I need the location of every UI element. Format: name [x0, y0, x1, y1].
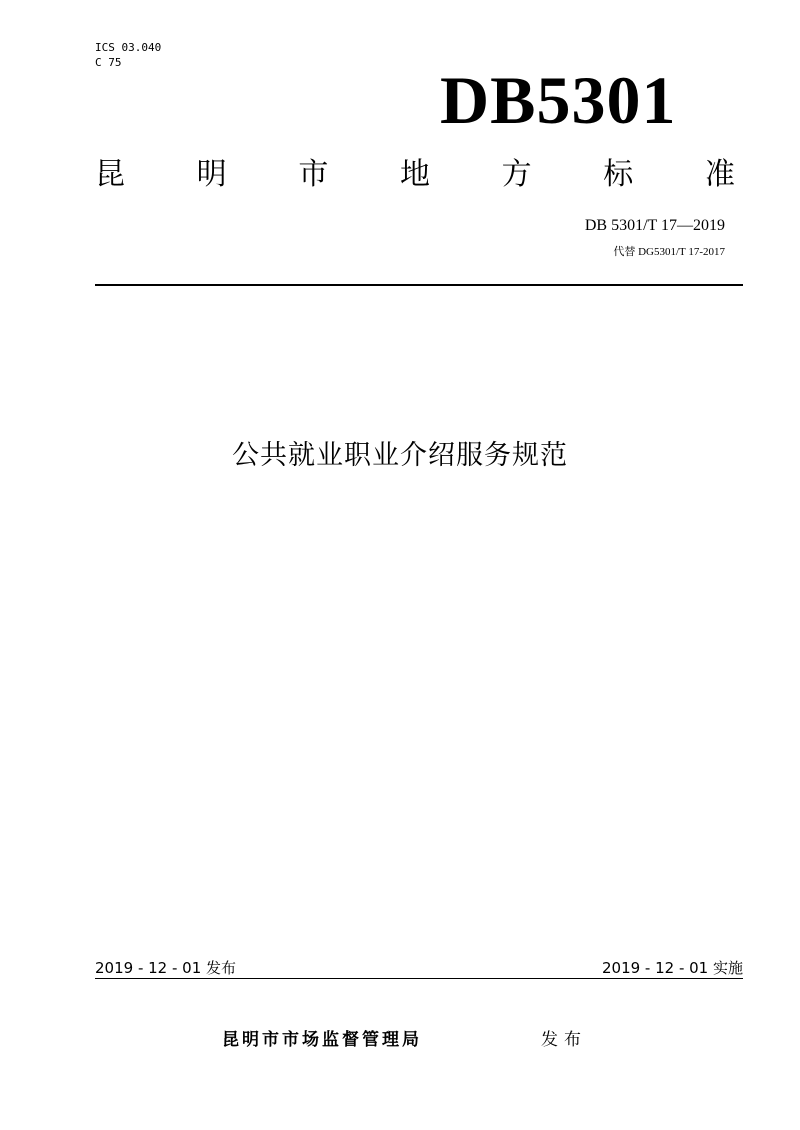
standard-type-char: 方 — [501, 157, 532, 192]
header-divider — [95, 284, 743, 286]
standard-type-char: 标 — [603, 157, 634, 192]
release-date: 2019 - 12 - 01 发布 — [95, 959, 237, 977]
replaces-standard: 代替 DG5301/T 17-2017 — [613, 246, 725, 258]
standard-logo: DB5301 — [440, 62, 677, 138]
ics-code: ICS 03.040 — [95, 41, 162, 54]
standard-type-char: 地 — [399, 157, 430, 192]
issuer-action: 发布 — [541, 1030, 587, 1050]
standard-type-char: 昆 — [95, 157, 125, 192]
ccs-code: C 75 — [95, 56, 122, 69]
issuing-authority: 昆明市市场监督管理局 — [222, 1030, 422, 1050]
footer-divider — [95, 978, 743, 979]
standard-type-char: 市 — [298, 157, 329, 192]
document-title: 公共就业职业介绍服务规范 — [232, 440, 568, 471]
standard-type-char: 明 — [196, 157, 227, 192]
standard-number: DB 5301/T 17—2019 — [584, 217, 725, 234]
standard-type-char: 准 — [704, 157, 735, 192]
classification-codes — [95, 40, 161, 70]
implementation-date: 2019 - 12 - 01 实施 — [601, 959, 743, 977]
standard-type-heading — [95, 155, 735, 195]
